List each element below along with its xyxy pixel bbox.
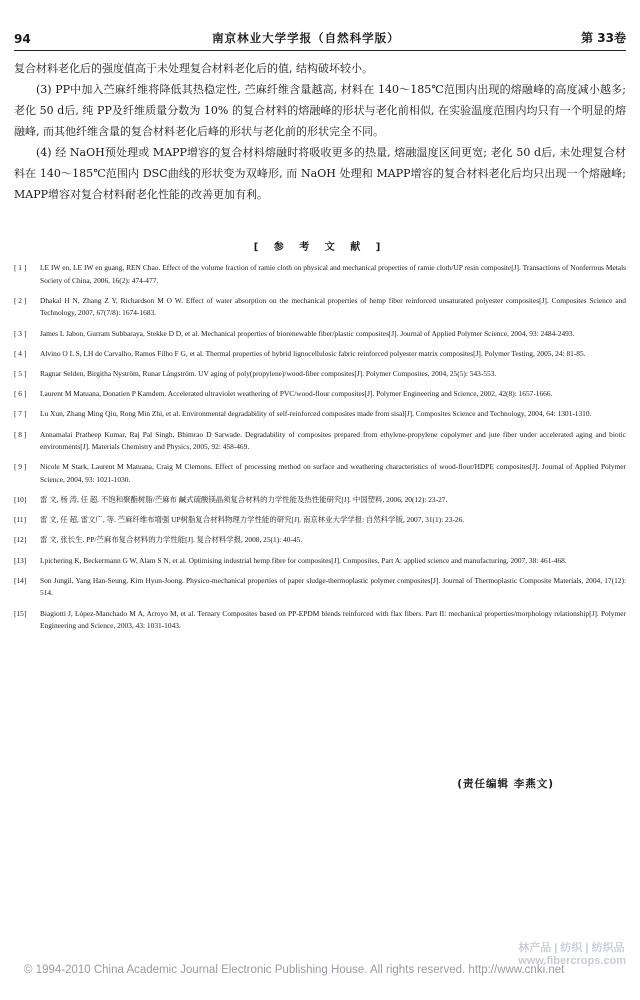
reference-list <box>14 262 626 640</box>
copyright-footer: © 1994-2010 China Academic Journal Electronic Publishing House. All rights reserved. http://www.cnki.net <box>24 964 565 976</box>
reference-text: Ragnar Selden, Birgitha Nyström, Runar Långström. UV aging of poly(propylene)/wood-fiber composites[J]. Polymer Composites, 2004, 25(5): 543-553. <box>40 368 497 378</box>
reference-number: [10] <box>14 495 27 505</box>
responsible-editor: (责任编辑 李燕文) <box>457 778 554 790</box>
reference-item <box>14 461 626 486</box>
reference-number: [ 8 ] <box>14 429 27 439</box>
paragraph: (4) 经 NaOH预处理或 MAPP增容的复合材料熔融时将吸收更多的热量, 熔融温度区间更宽; 老化 50 d后, 未处理复合材料在 140～185℃范围内 DSC曲线的形状变为双峰形, 而 NaOH 处理和 MAPP增容的复合材料老化后均只出现一个熔融峰; MAPP增容对复合材料耐老化性能的改善更加有利。 <box>14 146 626 201</box>
journal-title: 南京林业大学学报（自然科学版） <box>212 31 400 45</box>
running-header <box>14 24 626 51</box>
reference-number: [14] <box>14 575 27 585</box>
reference-text: 雷 文, 张长生. PP/苎麻布复合材料的力学性能[J]. 复合材料学报, 2008, 25(1): 40-45. <box>40 535 303 545</box>
reference-text: LE IW en, LE IW en guang, REN Chao. Effect of the volume fraction of ramie cloth on physical and mechanical properties of ramie cloth/UP resin composite[J]. Transactions of Nonferrous Metals Society of China, 2006, 16(2): 474-477. <box>40 263 626 285</box>
paragraph: (3) PP中加入苎麻纤维将降低其热稳定性, 苎麻纤维含量越高, 材料在 140～185℃范围内出现的熔融峰的高度减小越多; 老化 50 d后, 纯 PP及纤维质量分数为 10% 的复合材料的熔融峰的形状与老化前相似, 在实验温度范围内均只有一个明显的熔融峰, 而其他纤维含量的复合材料老化后峰的形状与老化前的形状完全不同。 <box>14 83 626 138</box>
reference-item <box>14 534 626 547</box>
reference-number: [ 2 ] <box>14 295 27 305</box>
reference-text: Lu Xun, Zhang Ming Qiu, Rong Min Zhi, et al. Environmental degradability of self-reinforced composites made from sisal[J]. Composites Science and Technology, 2004, 64: 1301-1310. <box>40 409 592 419</box>
reference-number: [ 4 ] <box>14 348 27 358</box>
reference-text: James L Jabon, Gurram Subbaraya, Stekke D D, et al. Mechanical properties of biorenewable fiber/plastic composites[J]. Journal of Applied Polymer Science, 2004, 93: 2484-2493. <box>40 328 575 338</box>
reference-text: 雷 文, 杨 涛, 任 超. 不饱和聚酯树脂/苎麻布 鹹式硫酸镁晶须复合材料的力学性能及热性能研究[J]. 中国塑料, 2006, 20(12): 23-27. <box>40 495 448 505</box>
reference-number: [ 6 ] <box>14 389 27 399</box>
reference-item <box>14 295 626 320</box>
references-heading: [ 参 考 文 献 ] <box>253 242 387 253</box>
reference-text: Lpichering K, Beckermann G W, Alam S N, et al. Optimising industrial hemp fibre for composites[J]. Composites, Part A: applied science and manufacturing, 2007, 38: 461-468. <box>40 555 567 565</box>
reference-item <box>14 429 626 454</box>
reference-number: [11] <box>14 515 27 525</box>
reference-text: Son Jungil, Yang Han-Seung, Kim Hyun-Joong. Physico-mechanical properties of paper sludge-thermoplastic polymer composites[J]. Journal of Thermoplastic Composite Materials, 2004, 17(12): 514. <box>40 575 626 598</box>
reference-item <box>14 408 626 421</box>
reference-number: [13] <box>14 555 27 565</box>
reference-text: Annamalai Pratheep Kumar, Raj Pal Singh, Bhimrao D Sarwade. Degradability of composites prepared from ethylene-propylene copolymer and jute fiber under accelerated aging and biotic environments[J]. Materials Chemistry and Physics, 2005, 92: 458-469. <box>40 429 626 452</box>
watermark-line: 林产品 | 纺织 | 纺织品 <box>518 942 625 954</box>
reference-item <box>14 388 626 401</box>
reference-number: [ 7 ] <box>14 409 27 419</box>
paragraph: 复合材料老化后的强度值高于未处理复合材料老化后的值, 结构破坏较小。 <box>14 62 373 75</box>
reference-item <box>14 608 626 633</box>
reference-item <box>14 368 626 381</box>
reference-text: Biagiotti J, López-Manchado M A, Arroyo M, et al. Ternary Composites based on PP-EPDM blends reinforced with flax fibers. Part II: mechanical properties/morphology relationship[J]. Polymer Engineering and Science, 2003, 43: 1031-1043. <box>40 608 626 631</box>
reference-text: Dhakal H N, Zhang Z Y, Richardson M O W. Effect of water absorption on the mechanical properties of hemp fiber reinforced unsaturated polyester composites[J]. Composites Science and Technology, 2007, 67(7/8): 1674-1683. <box>40 295 626 318</box>
reference-item <box>14 348 626 361</box>
reference-text: Nicole M Stark, Laurent M Matuana, Craig M Clemons. Effect of processing method on surface and weathering characteristics of wood-flour/HDPE composites[J]. Journal of Applied Polymer Science, 2004, 93: 1021-1030. <box>40 462 626 484</box>
reference-text: 雷 文, 任 超, 雷文广, 等. 苎麻纤维布增强 UP树脂复合材料物理力学性能的研究[J]. 南京林业大学学报: 自然科学版, 2007, 31(1): 23-26. <box>40 515 465 525</box>
conclusion-text <box>14 58 626 205</box>
reference-text: Alvino O L S, LH de Carvalho, Ramos Filho F G, et al. Thermal properties of hybrid lignocellulosic fabric reinforced polyester matrix composites[J]. Polymer Testing, 2005, 24: 81-85. <box>40 348 586 358</box>
reference-item <box>14 555 626 568</box>
volume-label: 第 33卷 <box>581 31 626 45</box>
reference-number: [12] <box>14 535 27 545</box>
reference-item <box>14 328 626 341</box>
reference-item <box>14 262 626 287</box>
reference-item <box>14 494 626 507</box>
reference-text: Laurent M Matuana, Donatien P Kamdem. Accelerated ultraviolet weathering of PVC/wood-flour composites[J]. Polymer Engineering and Science, 2002, 42(8): 1657-1666. <box>40 389 553 399</box>
reference-number: [ 3 ] <box>14 328 27 338</box>
reference-number: [ 5 ] <box>14 368 27 378</box>
reference-number: [15] <box>14 608 27 618</box>
reference-item <box>14 575 626 600</box>
page-number: 94 <box>14 32 31 46</box>
reference-item <box>14 514 626 527</box>
reference-number: [ 1 ] <box>14 263 27 272</box>
reference-number: [ 9 ] <box>14 462 27 472</box>
watermark-url: www.fibercrops.com <box>518 955 626 967</box>
